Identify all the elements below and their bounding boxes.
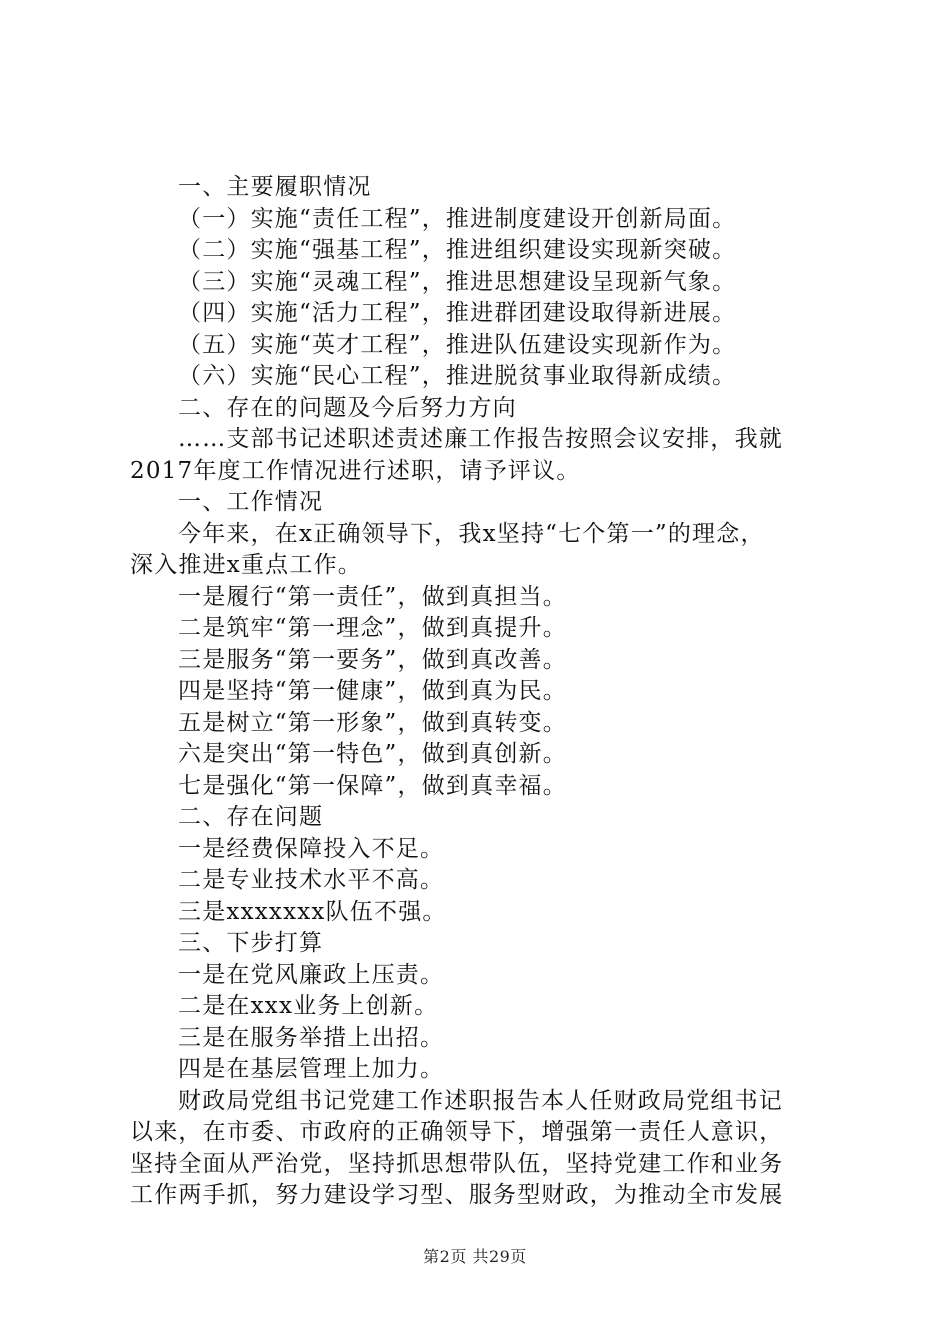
list-item: 三是xxxxxxx队伍不强。 bbox=[178, 898, 447, 925]
list-item: 三是在服务举措上出招。 bbox=[178, 1024, 445, 1051]
list-item: （三）实施“灵魂工程”，推进思想建设呈现新气象。 bbox=[178, 268, 737, 295]
document-body bbox=[130, 172, 850, 1212]
list-item: 二是在xxx业务上创新。 bbox=[178, 993, 439, 1019]
list-item: （四）实施“活力工程”，推进群团建设取得新进展。 bbox=[178, 300, 737, 326]
list-item: （六）实施“民心工程”，推进脱贫事业取得新成绩。 bbox=[178, 363, 737, 389]
section-heading: 一、工作情况 bbox=[178, 489, 324, 515]
paragraph-line: 财政局党组书记党建工作述职报告本人任财政局党组书记 bbox=[178, 1087, 783, 1114]
list-item: 四是在基层管理上加力。 bbox=[178, 1056, 445, 1082]
list-item: 二是专业技术水平不高。 bbox=[178, 867, 445, 893]
list-item: 一是经费保障投入不足。 bbox=[178, 835, 445, 862]
list-item: 一是在党风廉政上压责。 bbox=[178, 961, 445, 988]
list-item: 五是树立“第一形象”，做到真转变。 bbox=[178, 709, 567, 736]
list-item: 二是筑牢“第一理念”，做到真提升。 bbox=[178, 615, 567, 641]
list-item: （五）实施“英才工程”，推进队伍建设实现新作为。 bbox=[178, 331, 737, 358]
section-heading: 二、存在的问题及今后努力方向 bbox=[178, 394, 517, 421]
paragraph-line: 工作两手抓，努力建设学习型、服务型财政，为推动全市发展 bbox=[130, 1182, 784, 1208]
section-heading: 一、主要履职情况 bbox=[178, 174, 372, 200]
list-item: （一）实施“责任工程”，推进制度建设开创新局面。 bbox=[178, 205, 737, 232]
paragraph-line: 2017年度工作情况进行述职，请予评议。 bbox=[130, 457, 581, 484]
section-heading: 三、下步打算 bbox=[178, 930, 324, 956]
list-item: 四是坚持“第一健康”，做到真为民。 bbox=[178, 678, 567, 704]
paragraph-line: ……支部书记述职述责述廉工作报告按照会议安排，我就 bbox=[178, 426, 783, 452]
paragraph-line: 坚持全面从严治党，坚持抓思想带队伍，坚持党建工作和业务 bbox=[130, 1150, 784, 1177]
page-number-footer: 第2页 共29页 bbox=[423, 1247, 527, 1266]
paragraph-line: 深入推进x重点工作。 bbox=[130, 552, 362, 578]
list-item: 三是服务“第一要务”，做到真改善。 bbox=[178, 646, 567, 673]
list-item: 一是履行“第一责任”，做到真担当。 bbox=[178, 583, 567, 610]
paragraph-line: 以来，在市委、市政府的正确领导下，增强第一责任人意识， bbox=[130, 1119, 784, 1145]
list-item: 七是强化“第一保障”，做到真幸福。 bbox=[178, 772, 567, 799]
paragraph-line: 今年来，在x正确领导下，我x坚持“七个第一”的理念， bbox=[178, 520, 765, 547]
list-item: 六是突出“第一特色”，做到真创新。 bbox=[178, 741, 567, 767]
list-item: （二）实施“强基工程”，推进组织建设实现新突破。 bbox=[178, 237, 737, 263]
section-heading: 二、存在问题 bbox=[178, 804, 324, 830]
